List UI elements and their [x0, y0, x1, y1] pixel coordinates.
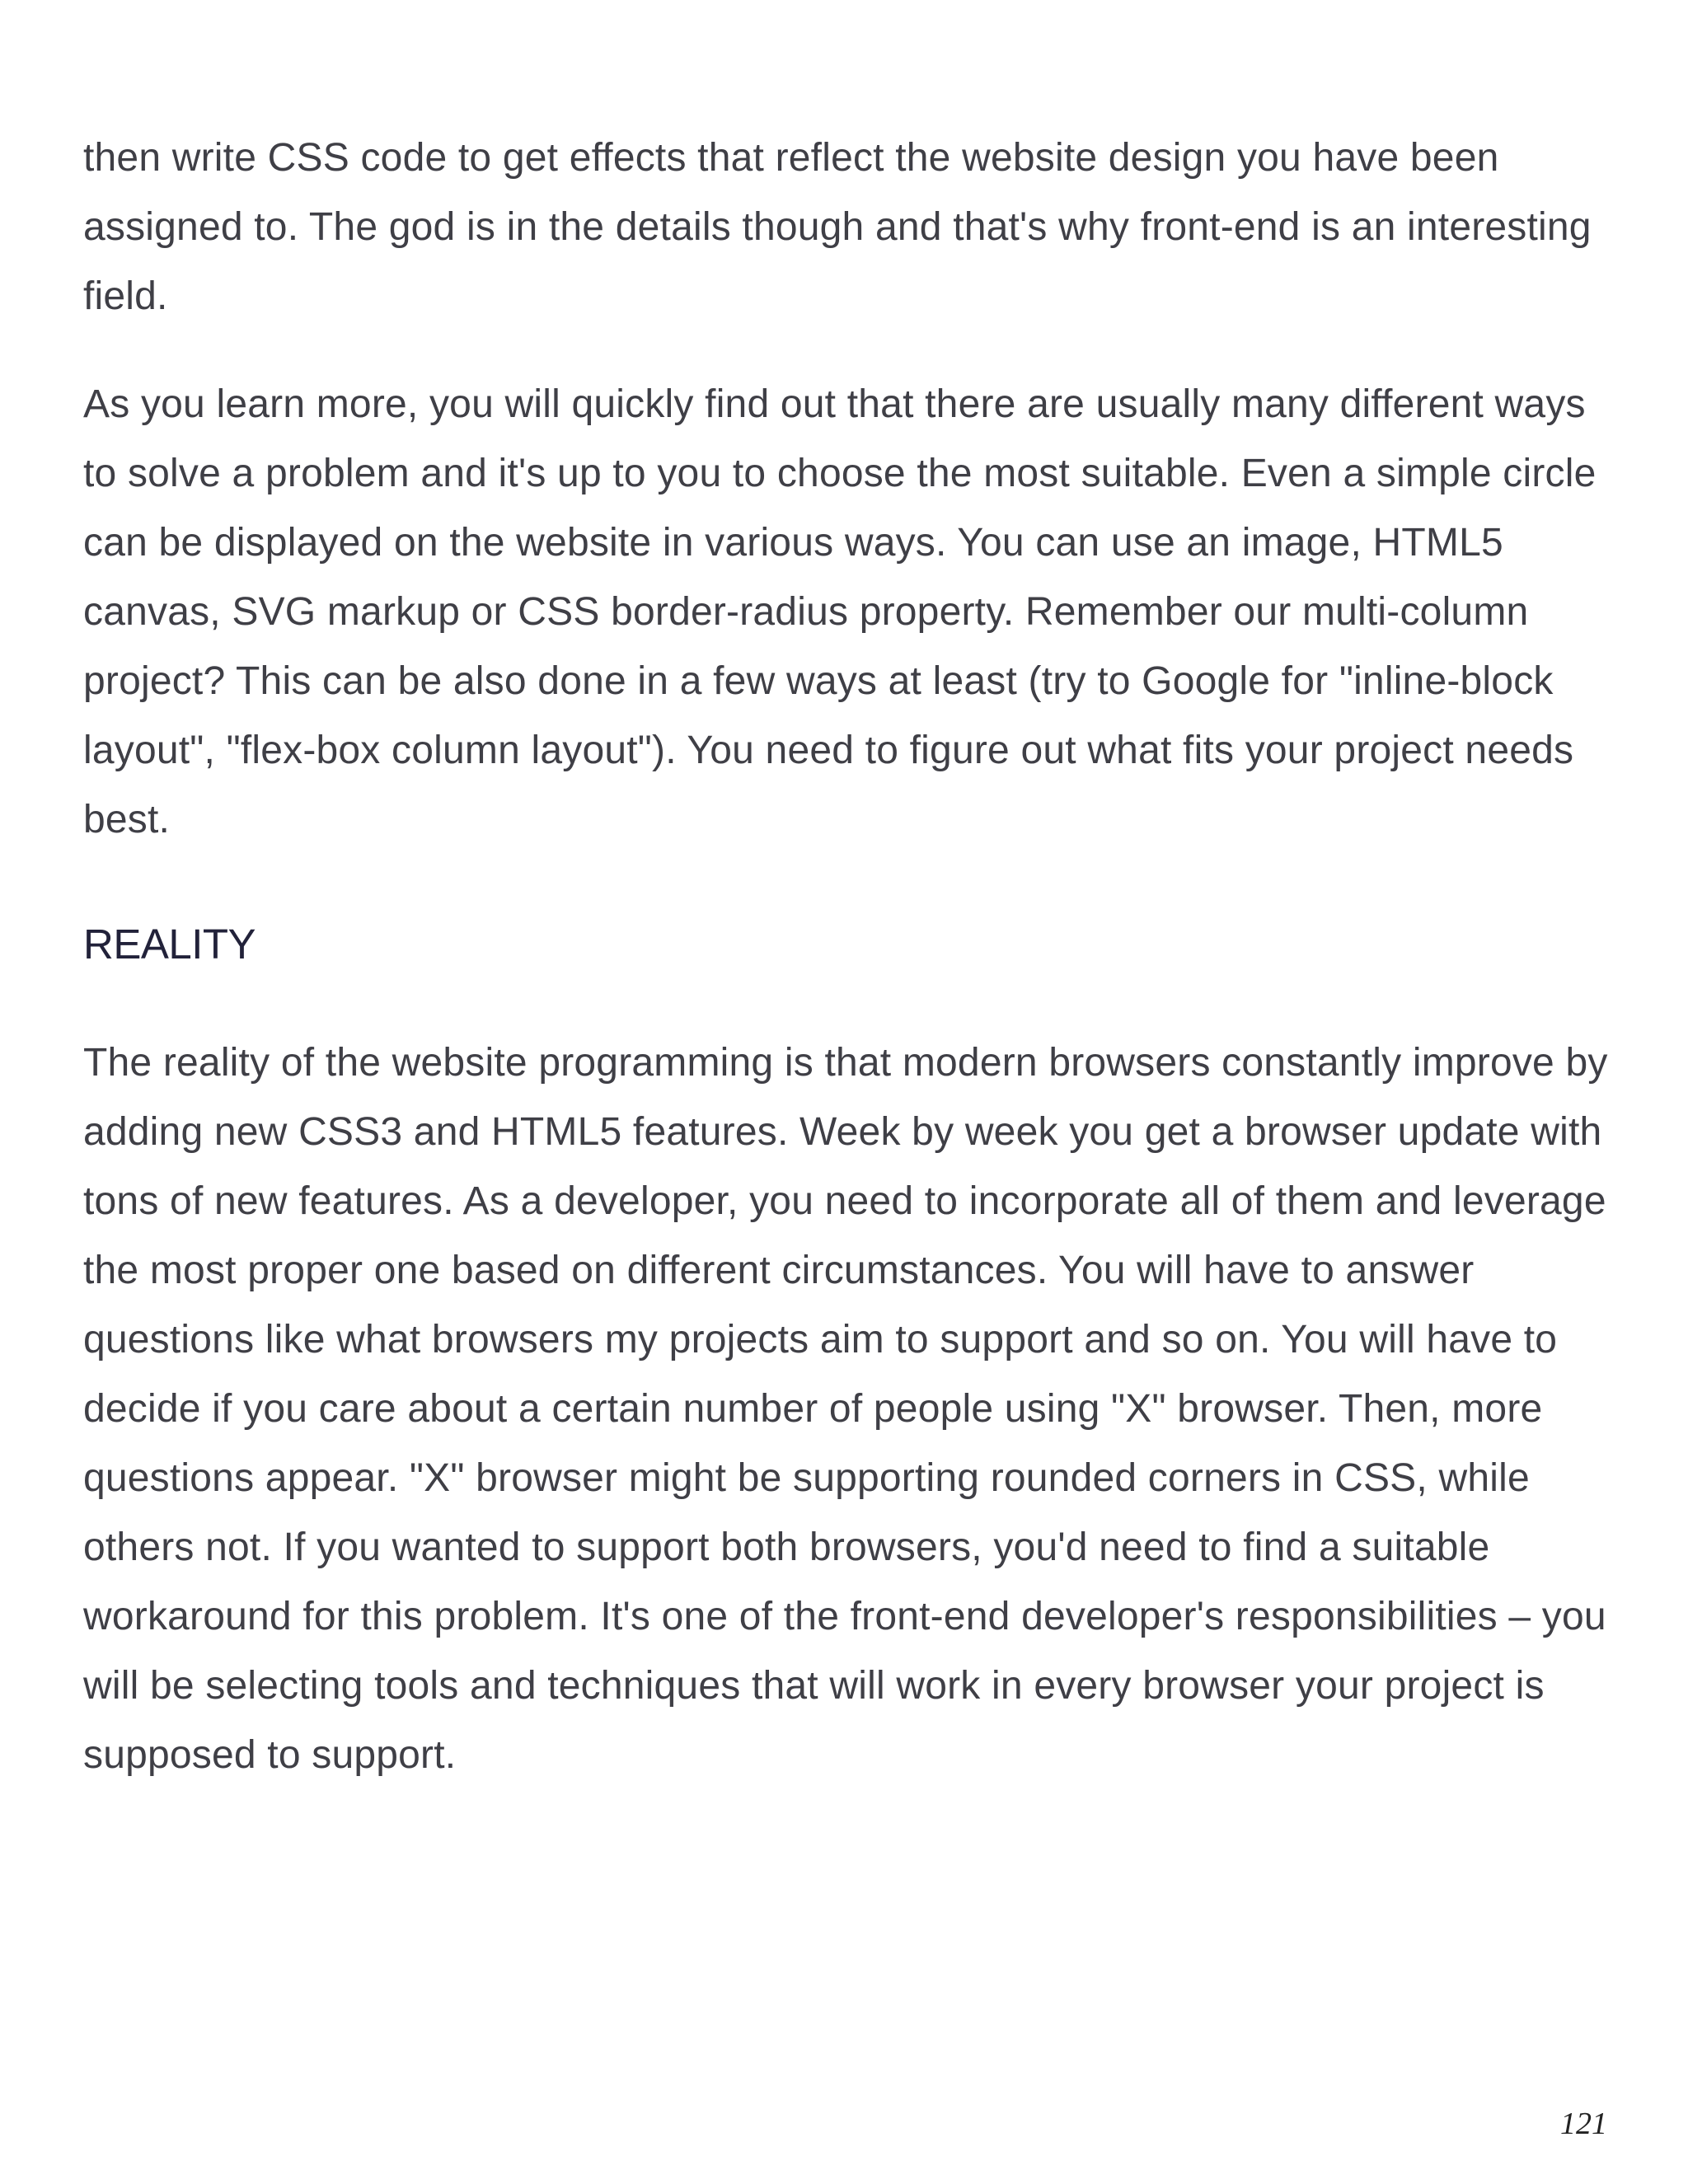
paragraph-many-ways: As you learn more, you will quickly find out that there are usually many different ways to solve a problem and it's up to you to choose the most suitable. Even a simple circle can be displayed on the website in various ways. You can use an image, HTML5 canvas, SVG markup or CSS border-radius property. Remember our multi-column project? This can be also done in a few ways at least (try to Google for "inline-block layout", "flex-box column layout"). You need to figure out what fits your project needs best. [83, 382, 1597, 841]
paragraph-intro: then write CSS code to get effects that reflect the website design you have been assigned to. The god is in the details though and that's why front-end is an interesting field. [83, 136, 1592, 318]
page-content [83, 124, 1616, 1790]
paragraph-reality: The reality of the website programming is that modern browsers constantly improve by adding new CSS3 and HTML5 features. Week by week you get a browser update with tons of new features. As a developer, you need to incorporate all of them and leverage the most proper one based on different circumstances. You will have to answer questions like what browsers my projects aim to support and so on. You will have to decide if you care about a certain number of people using "X" browser. Then, more questions appear. "X" browser might be supporting rounded corners in CSS, while others not. If you wanted to support both browsers, you'd need to find a suitable workaround for this problem. It's one of the front-end developer's responsibilities – you will be selecting tools and techniques that will work in every browser your project is supposed to support. [83, 1041, 1608, 1777]
page-number: 121 [1560, 2107, 1607, 2141]
section-heading-reality: REALITY [83, 921, 256, 968]
